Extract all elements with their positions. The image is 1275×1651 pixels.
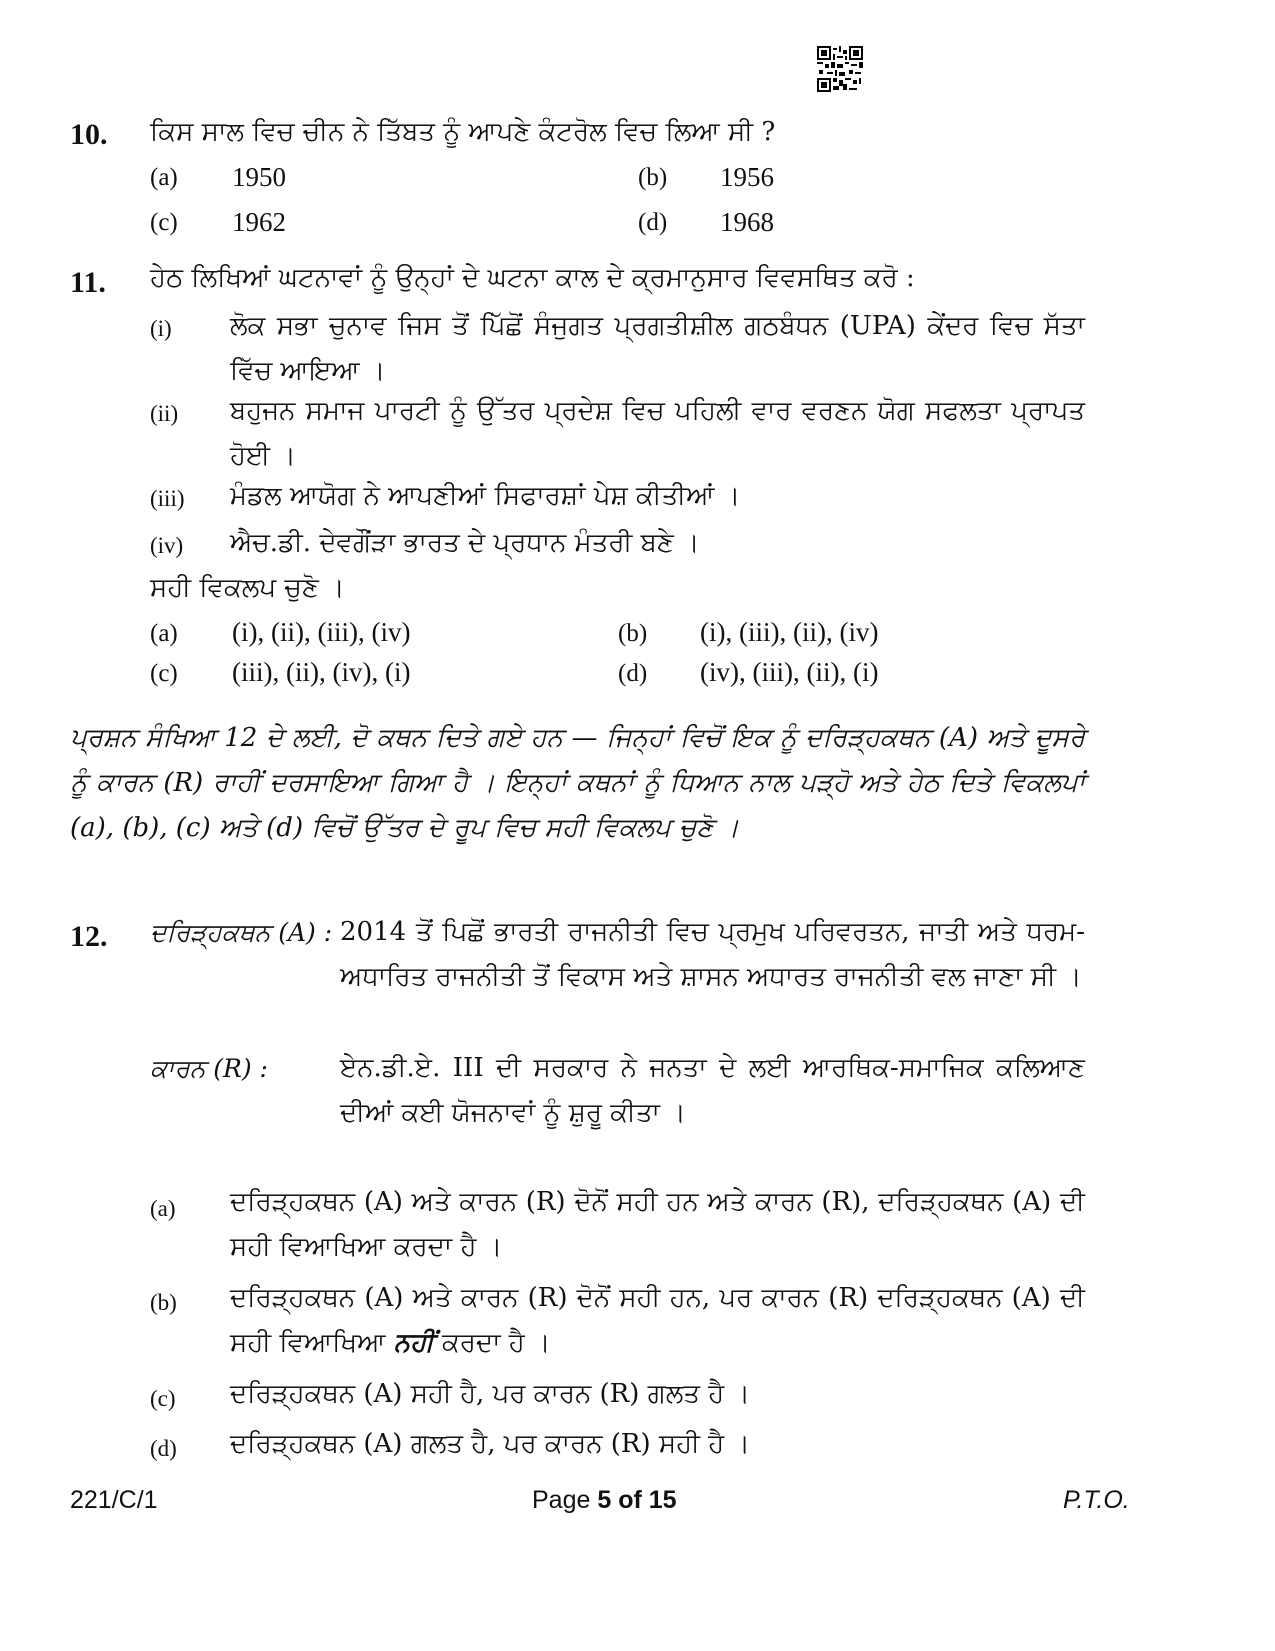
q12-option-a-text: ਦਰਿੜ੍ਹਕਥਨ (A) ਅਤੇ ਕਾਰਨ (R) ਦੋਨੋਂ ਸਹੀ ਹਨ ਅਤੇ ਕਾਰਨ (R), ਦਰਿੜ੍ਹਕਥਨ (A) ਦੀ ਸਹੀ ਵਿਆਖਿਆ ਕਰਦਾ ਹੈ । xyxy=(230,1187,1085,1262)
q11-choose-text: ਸਹੀ ਵਿਕਲਪ ਚੁਣੋ । xyxy=(150,573,345,603)
footer-page-prefix: Page xyxy=(532,1486,591,1514)
q10-option-c-text: 1962 xyxy=(232,207,286,237)
q10-option-c-label: (c) xyxy=(150,209,178,236)
q11-event-iv-label: (iv) xyxy=(150,533,184,558)
q11-option-c-label: (c) xyxy=(150,660,178,687)
q12-reason-text: ਏਨ.ਡੀ.ਏ. III ਦੀ ਸਰਕਾਰ ਨੇ ਜਨਤਾ ਦੇ ਲਈ ਆਰਥਿਕ-ਸਮਾਜਿਕ ਕਲਿਆਣ ਦੀਆਂ ਕਈ ਯੋਜਨਾਵਾਂ ਨੂੰ ਸ਼ੁਰੂ ਕੀਤਾ । xyxy=(340,1053,1085,1128)
footer-code: 221/C/1 xyxy=(70,1486,158,1514)
q12-option-a-label: (a) xyxy=(150,1196,176,1221)
q11-event-iii-text: ਮੰਡਲ ਆਯੋਗ ਨੇ ਆਪਣੀਆਂ ਸਿਫਾਰਸ਼ਾਂ ਪੇਸ਼ ਕੀਤੀਆਂ । xyxy=(230,481,741,511)
q11-event-ii-label: (ii) xyxy=(150,401,179,426)
q12-option-d-label: (d) xyxy=(150,1436,177,1461)
q12-assertion-label: ਦਰਿੜ੍ਹਕਥਨ (A) : xyxy=(150,918,333,947)
q12-option-b-text xyxy=(230,1276,1085,1366)
question-12-number: 12. xyxy=(70,920,108,953)
question-10-number: 10. xyxy=(70,118,108,151)
q11-option-a-label: (a) xyxy=(150,620,178,647)
q12-option-b-text-before: ਦਰਿੜ੍ਹਕਥਨ (A) ਅਤੇ ਕਾਰਨ (R) ਦੋਨੋਂ ਸਹੀ ਹਨ, ਪਰ ਕਾਰਨ (R) ਦਰਿੜ੍ਹਕਥਨ (A) ਦੀ ਸਹੀ ਵਿਆਖਿਆ xyxy=(230,1283,1085,1358)
question-10-text: ਕਿਸ ਸਾਲ ਵਿਚ ਚੀਨ ਨੇ ਤਿੱਬਤ ਨੂੰ ਆਪਣੇ ਕੰਟਰੋਲ ਵਿਚ ਲਿਆ ਸੀ ? xyxy=(150,117,776,147)
q12-option-b-text-after: ਕਰਦਾ ਹੈ । xyxy=(442,1328,551,1358)
q10-option-d-label: (d) xyxy=(638,209,668,236)
q11-option-d-text: (iv), (iii), (ii), (i) xyxy=(700,657,879,687)
q10-option-a-label: (a) xyxy=(150,164,178,191)
q11-option-c-text: (iii), (ii), (iv), (i) xyxy=(232,657,411,687)
q12-assertion-text: 2014 ਤੋਂ ਪਿਛੋਂ ਭਾਰਤੀ ਰਾਜਨੀਤੀ ਵਿਚ ਪ੍ਰਮੁਖ ਪਰਿਵਰਤਨ, ਜਾਤੀ ਅਤੇ ਧਰਮ-ਅਧਾਰਿਤ ਰਾਜਨੀਤੀ ਤੋਂ ਵਿਕਾਸ ਅਤੇ ਸ਼ਾਸਨ ਅਧਾਰਤ ਰਾਜਨੀਤੀ ਵਲ ਜਾਣਾ ਸੀ । xyxy=(340,917,1085,992)
footer-page-total: 15 xyxy=(648,1486,677,1514)
q11-option-b-label: (b) xyxy=(618,620,648,647)
q12-reason-label: ਕਾਰਨ (R) : xyxy=(150,1054,268,1083)
q12-option-c-label: (c) xyxy=(150,1386,176,1411)
q10-option-a-text: 1950 xyxy=(232,162,286,192)
footer-page-num: 5 xyxy=(597,1486,612,1514)
question-11-text: ਹੇਠ ਲਿਖਿਆਂ ਘਟਨਾਵਾਂ ਨੂੰ ਉਨ੍ਹਾਂ ਦੇ ਘਟਨਾ ਕਾਲ ਦੇ ਕ੍ਰਮਾਨੁਸਾਰ ਵਿਵਸਥਿਤ ਕਰੋ : xyxy=(150,263,915,293)
q10-option-b-text: 1956 xyxy=(720,162,774,192)
q12-option-b-label: (b) xyxy=(150,1290,177,1315)
q11-option-d-label: (d) xyxy=(618,660,648,687)
q11-option-b-text: (i), (iii), (ii), (iv) xyxy=(700,617,879,647)
q11-event-i-label: (i) xyxy=(150,316,172,341)
footer-page-of: of xyxy=(618,1486,642,1514)
q12-option-c-text: ਦਰਿੜ੍ਹਕਥਨ (A) ਸਹੀ ਹੈ, ਪਰ ਕਾਰਨ (R) ਗਲਤ ਹੈ । xyxy=(230,1379,750,1409)
q11-event-iii-label: (iii) xyxy=(150,486,185,511)
footer-page-number xyxy=(532,1486,677,1515)
q11-option-a-text: (i), (ii), (iii), (iv) xyxy=(232,617,411,647)
footer-pto: P.T.O. xyxy=(1063,1486,1130,1514)
question-11-number: 11. xyxy=(70,266,106,299)
q11-event-iv-text: ਐਚ.ਡੀ. ਦੇਵਗੌਂੜਾ ਭਾਰਤ ਦੇ ਪ੍ਰਧਾਨ ਮੰਤਰੀ ਬਣੇ । xyxy=(230,528,700,558)
qr-code-icon xyxy=(817,46,863,92)
q12-option-d-text: ਦਰਿੜ੍ਹਕਥਨ (A) ਗਲਤ ਹੈ, ਪਰ ਕਾਰਨ (R) ਸਹੀ ਹੈ । xyxy=(230,1429,750,1459)
q11-event-i-text: ਲੋਕ ਸਭਾ ਚੁਨਾਵ ਜਿਸ ਤੋਂ ਪਿੱਛੋਂ ਸੰਜੁਗਤ ਪ੍ਰਗਤੀਸ਼ੀਲ ਗਠਬੰਧਨ (UPA) ਕੇਂਦਰ ਵਿਚ ਸੱਤਾ ਵਿੱਚ ਆਇਆ । xyxy=(230,311,1085,386)
q10-option-b-label: (b) xyxy=(638,164,668,191)
instruction-paragraph: ਪ੍ਰਸ਼ਨ ਸੰਖਿਆ 12 ਦੇ ਲਈ, ਦੋ ਕਥਨ ਦਿਤੇ ਗਏ ਹਨ — ਜਿਨ੍ਹਾਂ ਵਿਚੋਂ ਇਕ ਨੂੰ ਦਰਿੜ੍ਹਕਥਨ (A) ਅਤੇ ਦੂਸਰੇ ਨੂੰ ਕਾਰਨ (R) ਰਾਹੀਂ ਦਰਸਾਇਆ ਗਿਆ ਹੈ । ਇਨ੍ਹਾਂ ਕਥਨਾਂ ਨੂੰ ਧਿਆਨ ਨਾਲ ਪੜ੍ਹੋ ਅਤੇ ਹੇਠ ਦਿਤੇ ਵਿਕਲਪਾਂ (a), (b), (c) ਅਤੇ (d) ਵਿਚੋਂ ਉੱਤਰ ਦੇ ਰੂਪ ਵਿਚ ਸਹੀ ਵਿਕਲਪ ਚੁਣੋ । xyxy=(70,723,1085,843)
q11-event-ii-text: ਬਹੁਜਨ ਸਮਾਜ ਪਾਰਟੀ ਨੂੰ ਉੱਤਰ ਪ੍ਰਦੇਸ਼ ਵਿਚ ਪਹਿਲੀ ਵਾਰ ਵਰਣਨ ਯੋਗ ਸਫਲਤਾ ਪ੍ਰਾਪਤ ਹੋਈ । xyxy=(230,396,1085,471)
q10-option-d-text: 1968 xyxy=(720,207,774,237)
q12-option-b-emphasis: ਨਹੀਂ xyxy=(393,1328,434,1358)
